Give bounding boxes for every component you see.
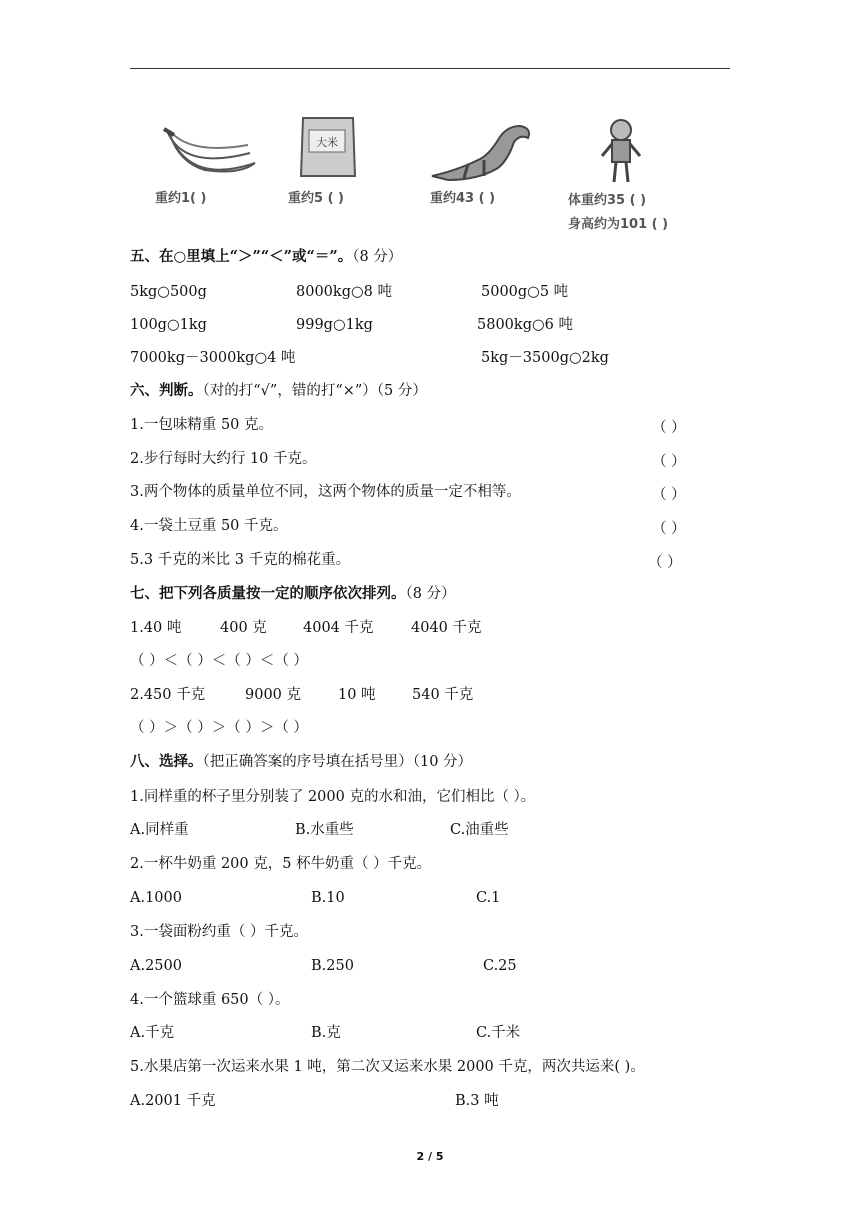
s8-q2-option-b[interactable]: B.10: [311, 890, 345, 906]
child-image: [598, 118, 644, 184]
s5-r2-c1: 100g○1kg: [130, 317, 207, 333]
section6-note: （对的打“√”，错的打“×”）（5 分）: [202, 383, 427, 399]
section7-title: 七、把下列各质量按一定的顺序依次排列。: [130, 585, 406, 602]
s7-q1-order[interactable]: （ ）＜（ ）＜（ ）＜（ ）: [130, 653, 308, 669]
rice-caption: 重约5 ( ): [288, 191, 344, 206]
s6-blank-1[interactable]: （ ）: [652, 420, 686, 436]
s6-blank-3[interactable]: （ ）: [652, 487, 686, 503]
s7-q2-item-4: 540 千克: [412, 687, 474, 703]
s6-blank-2[interactable]: （ ）: [652, 454, 686, 470]
section5-heading: [130, 248, 402, 266]
s6-item-5: 5.3 千克的米比 3 千克的棉花重。: [130, 552, 351, 568]
section8-note: （把正确答案的序号填在括号里）（10 分）: [202, 754, 473, 770]
s6-item-1: 1.一包味精重 50 克。: [130, 417, 274, 433]
s7-q2-order[interactable]: （ ）＞（ ）＞（ ）＞（ ）: [130, 720, 308, 736]
banana-image: [160, 125, 260, 181]
s8-q3-option-a[interactable]: A.2500: [130, 958, 182, 974]
banana-caption: 重约1( ): [155, 191, 207, 206]
s8-q2-option-c[interactable]: C.1: [476, 890, 501, 906]
s6-item-3: 3.两个物体的质量单位不同，这两个物体的质量一定不相等。: [130, 484, 521, 500]
s8-q1-option-a[interactable]: A.同样重: [130, 822, 189, 838]
s8-q5-option-a[interactable]: A.2001 千克: [130, 1093, 216, 1109]
s7-q2-item-3: 10 吨: [338, 687, 376, 703]
child-height-caption: 身高约为101 ( ): [568, 217, 669, 232]
s8-q2: 2.一杯牛奶重 200 克，5 杯牛奶重（ ）千克。: [130, 856, 432, 872]
s7-q1-item-1: 1.40 吨: [130, 620, 182, 636]
rice-bag-label: 大米: [316, 136, 338, 149]
section5-title: 五、在○里填上“＞”“＜”或“＝”。: [130, 248, 353, 265]
s6-blank-5[interactable]: （ ）: [648, 555, 682, 571]
s8-q5-option-b[interactable]: B.3 吨: [455, 1093, 499, 1109]
section8-heading: [130, 753, 472, 771]
section6-heading: [130, 382, 427, 400]
s8-q4-option-a[interactable]: A.千克: [130, 1025, 175, 1041]
section7-score: （8 分）: [405, 586, 456, 602]
section7-heading: [130, 585, 456, 603]
s6-item-2: 2.步行每时大约行 10 千克。: [130, 451, 317, 467]
s8-q4-option-c[interactable]: C.千米: [476, 1025, 521, 1041]
s8-q4-option-b[interactable]: B.克: [311, 1025, 341, 1041]
s5-r3-c2: 5kg－3500g○2kg: [481, 350, 609, 366]
s7-q1-item-2: 400 克: [220, 620, 267, 636]
child-weight-caption: 体重约35 ( ): [568, 193, 647, 208]
s6-item-4: 4.一袋土豆重 50 千克。: [130, 518, 288, 534]
s7-q1-item-3: 4004 千克: [303, 620, 374, 636]
s7-q2-item-1: 2.450 千克: [130, 687, 206, 703]
s5-r3-c1: 7000kg－3000kg○4 吨: [130, 350, 296, 366]
s5-r2-c2: 999g○1kg: [296, 317, 373, 333]
s8-q1-option-c[interactable]: C.油重些: [450, 822, 509, 838]
dinosaur-caption: 重约43 ( ): [430, 191, 496, 206]
s5-r1-c2: 8000kg○8 吨: [296, 284, 392, 300]
dinosaur-image: [428, 120, 538, 182]
s6-blank-4[interactable]: （ ）: [652, 521, 686, 537]
section8-title: 八、选择。: [130, 753, 203, 770]
s8-q2-option-a[interactable]: A.1000: [130, 890, 182, 906]
rice-bag-image: [297, 114, 359, 180]
s8-q3-option-b[interactable]: B.250: [311, 958, 354, 974]
s5-r2-c3: 5800kg○6 吨: [477, 317, 573, 333]
s8-q5: 5.水果店第一次运来水果 1 吨，第二次又运来水果 2000 千克，两次共运来( )。: [130, 1059, 645, 1075]
s8-q1-option-b[interactable]: B.水重些: [295, 822, 354, 838]
s7-q1-item-4: 4040 千克: [411, 620, 482, 636]
section5-score: （8 分）: [352, 249, 403, 265]
s5-r1-c3: 5000g○5 吨: [481, 284, 569, 300]
s8-q3-option-c[interactable]: C.25: [483, 958, 517, 974]
header-rule: [130, 68, 730, 69]
s5-r1-c1: 5kg○500g: [130, 284, 207, 300]
s7-q2-item-2: 9000 克: [245, 687, 302, 703]
s8-q4: 4.一个篮球重 650（ ）。: [130, 992, 290, 1008]
s8-q1: 1.同样重的杯子里分别装了 2000 克的水和油，它们相比（ ）。: [130, 789, 536, 805]
page-number: 2 / 5: [416, 1150, 444, 1163]
s8-q3: 3.一袋面粉约重（ ）千克。: [130, 924, 308, 940]
section6-title: 六、判断。: [130, 382, 203, 399]
